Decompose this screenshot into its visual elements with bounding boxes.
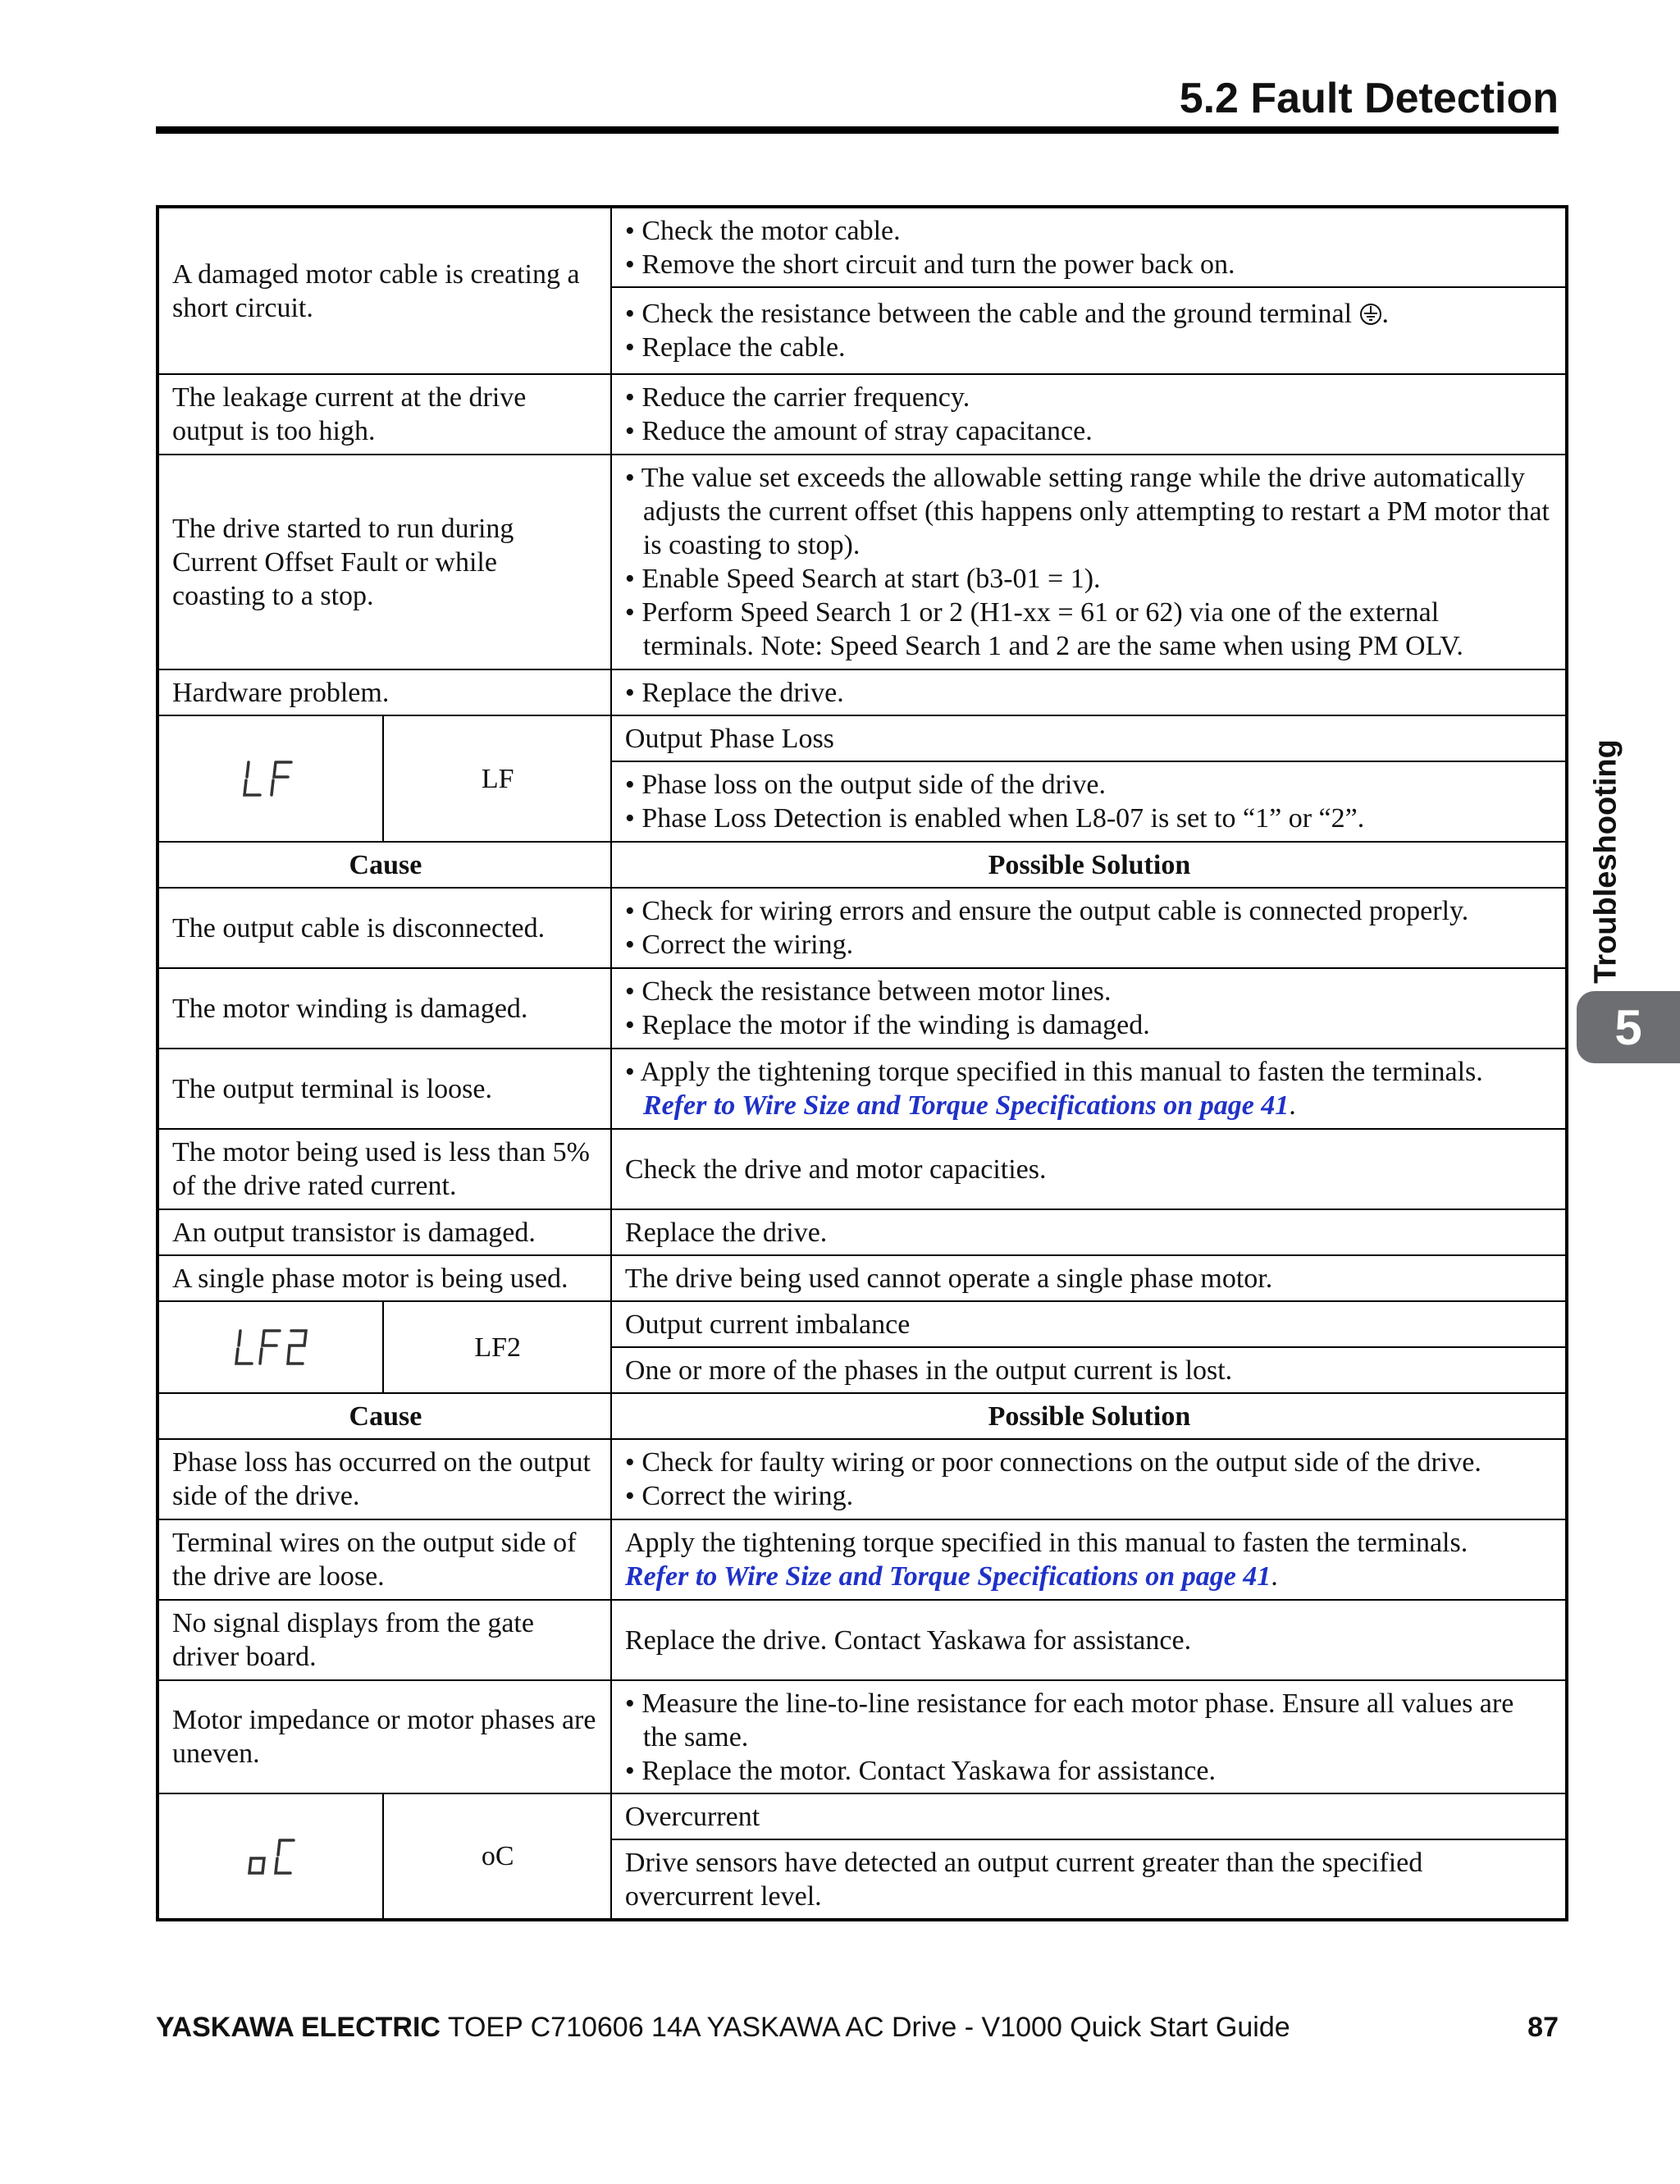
solution-header: Possible Solution: [611, 1393, 1567, 1439]
footer-doc: TOEP C710606 14A YASKAWA AC Drive - V1000 Quick Start Guide: [440, 2012, 1290, 2043]
solution-item: • Enable Speed Search at start (b3-01 = 1).: [625, 562, 1554, 596]
solution-item: • Check the motor cable.: [625, 214, 1554, 248]
desc-item: • Phase Loss Detection is enabled when L8-07 is set to “1” or “2”.: [625, 802, 1554, 835]
fault-header-row: [158, 1301, 1567, 1347]
solution-item: • Check for wiring errors and ensure the output cable is connected properly.: [625, 894, 1554, 928]
wire-size-link[interactable]: Refer to Wire Size and Torque Specifications on page 41: [624, 1561, 1271, 1592]
solution-cell: [611, 1680, 1567, 1793]
solution-cell: [611, 455, 1567, 669]
solution-item: • Replace the motor. Contact Yaskawa for assistance.: [625, 1754, 1554, 1788]
solution-item: • Measure the line-to-line resistance for each motor phase. Ensure all values are the same.: [625, 1687, 1554, 1754]
lf-name: Output Phase Loss: [611, 715, 1567, 761]
lf-display-icon: [239, 759, 304, 798]
cause-header: Cause: [158, 842, 611, 888]
lf2-code: LF2: [383, 1301, 611, 1393]
ground-terminal-icon: [1359, 303, 1382, 326]
lf2-name: Output current imbalance: [611, 1301, 1567, 1347]
cause-cell: Motor impedance or motor phases are uneven.: [158, 1680, 611, 1793]
oc-description: Drive sensors have detected an output current greater than the specified overcurrent level.: [611, 1839, 1567, 1920]
table-row: [158, 1049, 1567, 1129]
solution-item: • Remove the short circuit and turn the power back on.: [625, 248, 1554, 281]
solution-item: • Check the resistance between the cable and the ground terminal .: [625, 297, 1554, 331]
cause-cell: The output terminal is loose.: [158, 1049, 611, 1129]
footer-document-info: [156, 2012, 1290, 2044]
solution-text: Apply the tightening torque specified in this manual to fasten the terminals.: [640, 1057, 1483, 1087]
table-row: [158, 1680, 1567, 1793]
lf2-description: One or more of the phases in the output current is lost.: [611, 1347, 1567, 1393]
solution-item: • Replace the drive.: [625, 676, 1554, 710]
oc-display-cell: [158, 1793, 383, 1920]
solution-item: • Correct the wiring.: [625, 928, 1554, 962]
oc-display-icon: [243, 1837, 300, 1876]
cause-header: Cause: [158, 1393, 611, 1439]
solution-item: • Apply the tightening torque specified in this manual to fasten the terminals. Refer to Wire Size and Torque Specifications on page 41.: [625, 1055, 1554, 1122]
solution-text: Check the resistance between the cable and the ground terminal: [641, 299, 1353, 329]
table-row: [158, 669, 1567, 715]
footer-brand: YASKAWA ELECTRIC: [156, 2012, 441, 2043]
wire-size-link[interactable]: Refer to Wire Size and Torque Specifications on page 41: [642, 1090, 1290, 1121]
table-row: [158, 374, 1567, 455]
cause-cell: Hardware problem.: [158, 669, 611, 715]
oc-name: Overcurrent: [611, 1793, 1567, 1839]
cause-cell: An output transistor is damaged.: [158, 1209, 611, 1255]
page-number: 87: [1527, 2012, 1559, 2043]
cause-cell: The output cable is disconnected.: [158, 888, 611, 968]
solution-cell: Check the drive and motor capacities.: [611, 1129, 1567, 1209]
table-row: [158, 968, 1567, 1049]
table-row: [158, 455, 1567, 669]
fault-header-row: [158, 715, 1567, 761]
header-rule: [156, 126, 1559, 134]
solution-cell: Apply the tightening torque specified in this manual to fasten the terminals. Refer to Wire Size and Torque Specifications on page 41.: [611, 1519, 1567, 1600]
solution-item: • Check for faulty wiring or poor connections on the output side of the drive.: [625, 1446, 1554, 1479]
lf-display-cell: [158, 715, 383, 842]
desc-item: • Phase loss on the output side of the drive.: [625, 768, 1554, 802]
solution-cell: [611, 669, 1567, 715]
solution-item: • Replace the cable.: [625, 331, 1554, 364]
side-tab-label: [1582, 739, 1631, 984]
cause-cell: The drive started to run during Current Offset Fault or while coasting to a stop.: [158, 455, 611, 669]
cause-cell: Phase loss has occurred on the output side of the drive.: [158, 1439, 611, 1519]
cause-cell: Terminal wires on the output side of the drive are loose.: [158, 1519, 611, 1600]
solution-cell: [611, 1439, 1567, 1519]
table-row: [158, 1600, 1567, 1680]
solution-cell: [611, 207, 1567, 287]
fault-table: [156, 205, 1568, 1921]
oc-code: oC: [383, 1793, 611, 1920]
solution-item: • Reduce the amount of stray capacitance.: [625, 414, 1554, 448]
solution-cell: The drive being used cannot operate a single phase motor.: [611, 1255, 1567, 1301]
solution-text: Apply the tightening torque specified in this manual to fasten the terminals.: [624, 1528, 1468, 1558]
cause-cell: A damaged motor cable is creating a short circuit.: [158, 207, 611, 374]
cause-cell: No signal displays from the gate driver board.: [158, 1600, 611, 1680]
cause-cell: The motor winding is damaged.: [158, 968, 611, 1049]
solution-item: • Reduce the carrier frequency.: [625, 381, 1554, 414]
solution-item: • Check the resistance between motor lines.: [625, 975, 1554, 1008]
table-row: [158, 1519, 1567, 1600]
chapter-tab: 5: [1577, 991, 1680, 1063]
solution-cell: [611, 287, 1567, 374]
lf-code: LF: [383, 715, 611, 842]
solution-cell: [611, 888, 1567, 968]
lf2-display-icon: [231, 1327, 313, 1367]
column-header-row: [158, 842, 1567, 888]
cause-cell: The leakage current at the drive output is too high.: [158, 374, 611, 455]
page-title: 5.2 Fault Detection: [1179, 75, 1559, 122]
table-row: [158, 888, 1567, 968]
fault-header-row: [158, 1793, 1567, 1839]
cause-cell: The motor being used is less than 5% of the drive rated current.: [158, 1129, 611, 1209]
lf2-display-cell: [158, 1301, 383, 1393]
solution-cell: [611, 1049, 1567, 1129]
solution-item: • The value set exceeds the allowable setting range while the drive automatically adjusts the current offset (this happens only attempting to restart a PM motor that is coasting to stop).: [625, 461, 1554, 562]
solution-cell: [611, 374, 1567, 455]
column-header-row: [158, 1393, 1567, 1439]
side-tab-text: Troubleshooting: [1588, 739, 1623, 984]
table-row: [158, 1439, 1567, 1519]
solution-cell: [611, 968, 1567, 1049]
lf-description: [611, 761, 1567, 842]
table-row: [158, 1209, 1567, 1255]
solution-item: • Replace the motor if the winding is damaged.: [625, 1008, 1554, 1042]
solution-item: • Correct the wiring.: [625, 1479, 1554, 1513]
cause-cell: A single phase motor is being used.: [158, 1255, 611, 1301]
table-row: [158, 207, 1567, 287]
solution-header: Possible Solution: [611, 842, 1567, 888]
solution-cell: Replace the drive. Contact Yaskawa for assistance.: [611, 1600, 1567, 1680]
table-row: [158, 1255, 1567, 1301]
solution-item: • Perform Speed Search 1 or 2 (H1-xx = 61 or 62) via one of the external terminals. Note: Speed Search 1 and 2 are the same when using PM OLV.: [625, 596, 1554, 663]
table-row: [158, 1129, 1567, 1209]
solution-cell: Replace the drive.: [611, 1209, 1567, 1255]
